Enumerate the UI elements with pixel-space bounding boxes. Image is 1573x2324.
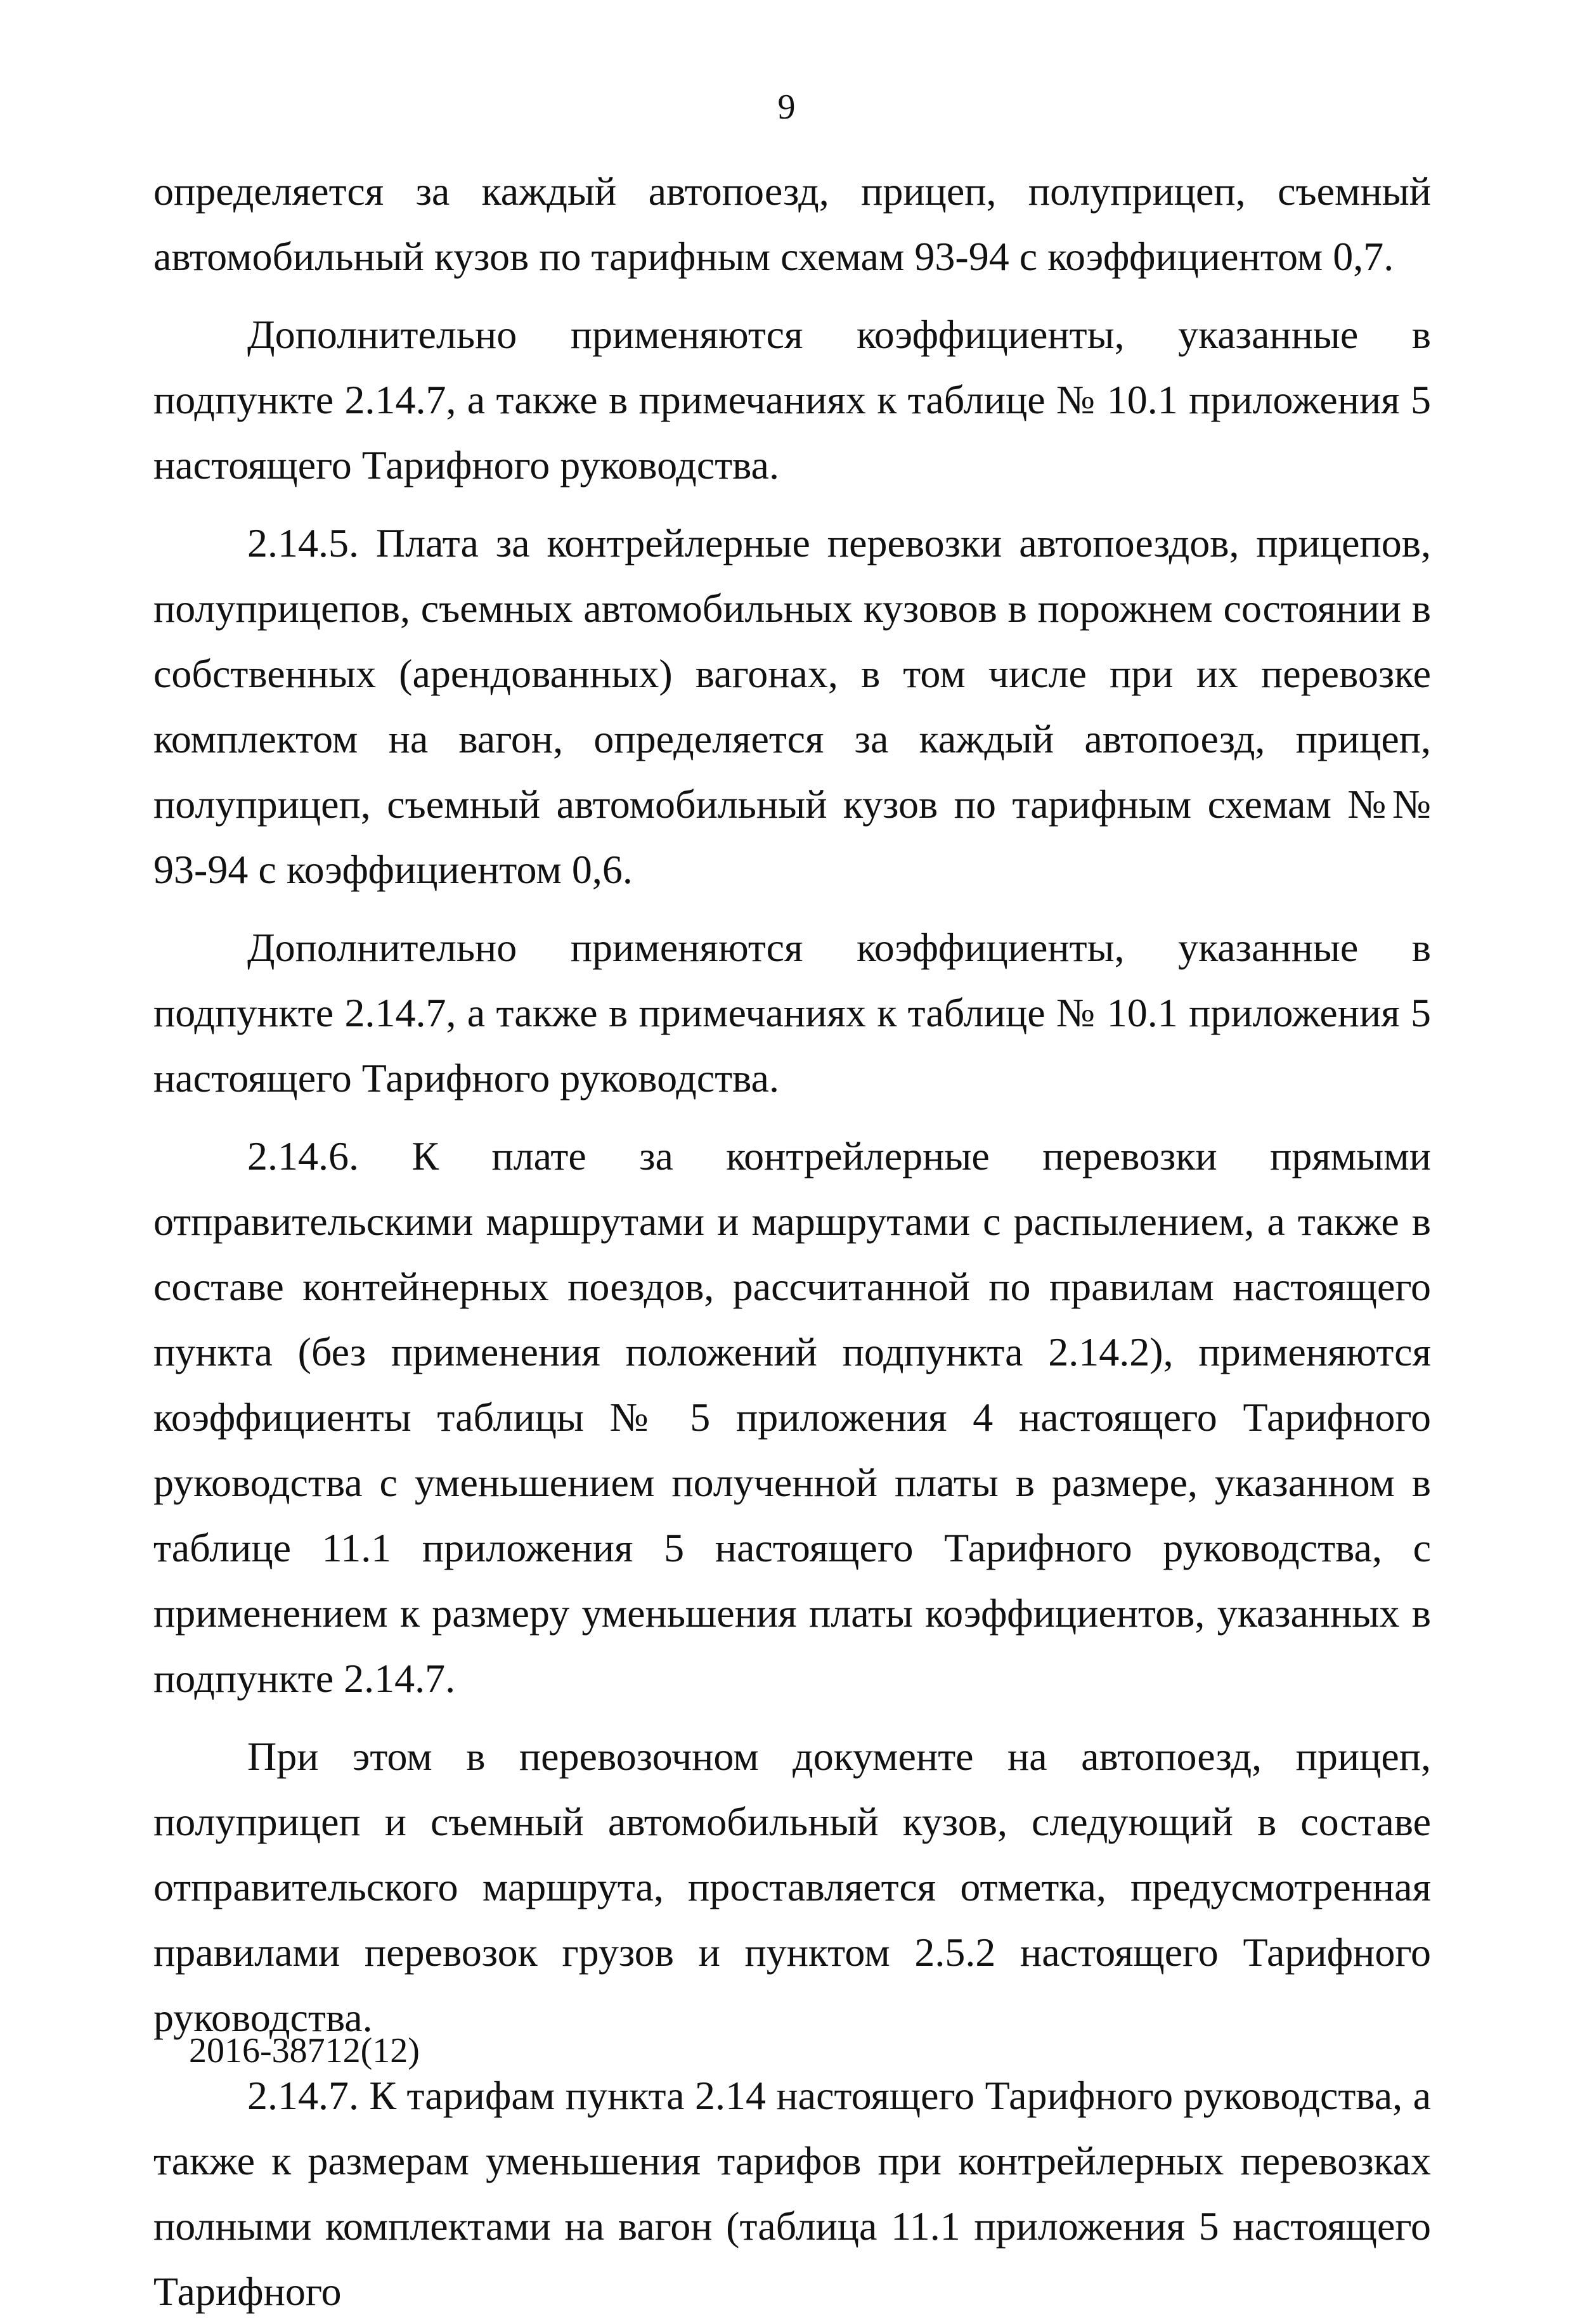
document-body [153,158,1431,2324]
paragraph-2-14-5: 2.14.5. Плата за контрейлерные перевозки автопоездов, прицепов, полуприцепов, съемных автомобильных кузовов в порожнем состоянии в собственных (арендованных) вагонах, в том числе при их перевозке комплектом на вагон, определяется за каждый автопоезд, прицеп, полуприцеп, съемный автомобильный кузов по тарифным схемам №№ 93-94 с коэффициентом 0,6. [153,520,1431,892]
paragraph-additional-coefficients-2: Дополнительно применяются коэффициенты, указанные в подпункте 2.14.7, а также в примечаниях к таблице № 10.1 приложения 5 настоящего Тарифного руководства. [153,925,1431,1101]
paragraph-transport-document-note: При этом в перевозочном документе на автопоезд, прицеп, полуприцеп и съемный автомобильный кузов, следующий в составе отправительского маршрута, проставляется отметка, предусмотренная правилами перевозок грузов и пунктом 2.5.2 настоящего Тарифного руководства. [153,1734,1431,2040]
paragraph-2-14-6: 2.14.6. К плате за контрейлерные перевозки прямыми отправительскими маршрутами и маршрутами с распылением, а также в составе контейнерных поездов, рассчитанной по правилам настоящего пункта (без применения положений подпункта 2.14.2), применяются коэффициенты таблицы № 5 приложения 4 настоящего Тарифного руководства с уменьшением полученной платы в размере, указанном в таблице 11.1 приложения 5 настоящего Тарифного руководства, с применением к размеру уменьшения платы коэффициентов, указанных в подпункте 2.14.7. [153,1133,1431,1701]
document-code-footer: 2016-38712(12) [189,2031,420,2070]
paragraph-continuation: определяется за каждый автопоезд, прицеп, полуприцеп, съемный автомобильный кузов по тарифным схемам 93-94 с коэффициентом 0,7. [153,169,1431,279]
page-number: 9 [777,87,796,127]
paragraph-additional-coefficients-1: Дополнительно применяются коэффициенты, указанные в подпункте 2.14.7, а также в примечаниях к таблице № 10.1 приложения 5 настоящего Тарифного руководства. [153,312,1431,487]
paragraph-2-14-7: 2.14.7. К тарифам пункта 2.14 настоящего Тарифного руководства, а также к размерам уменьшения тарифов при контрейлерных перевозках полными комплектами на вагон (таблица 11.1 приложения 5 настоящего Тарифного [153,2073,1431,2314]
